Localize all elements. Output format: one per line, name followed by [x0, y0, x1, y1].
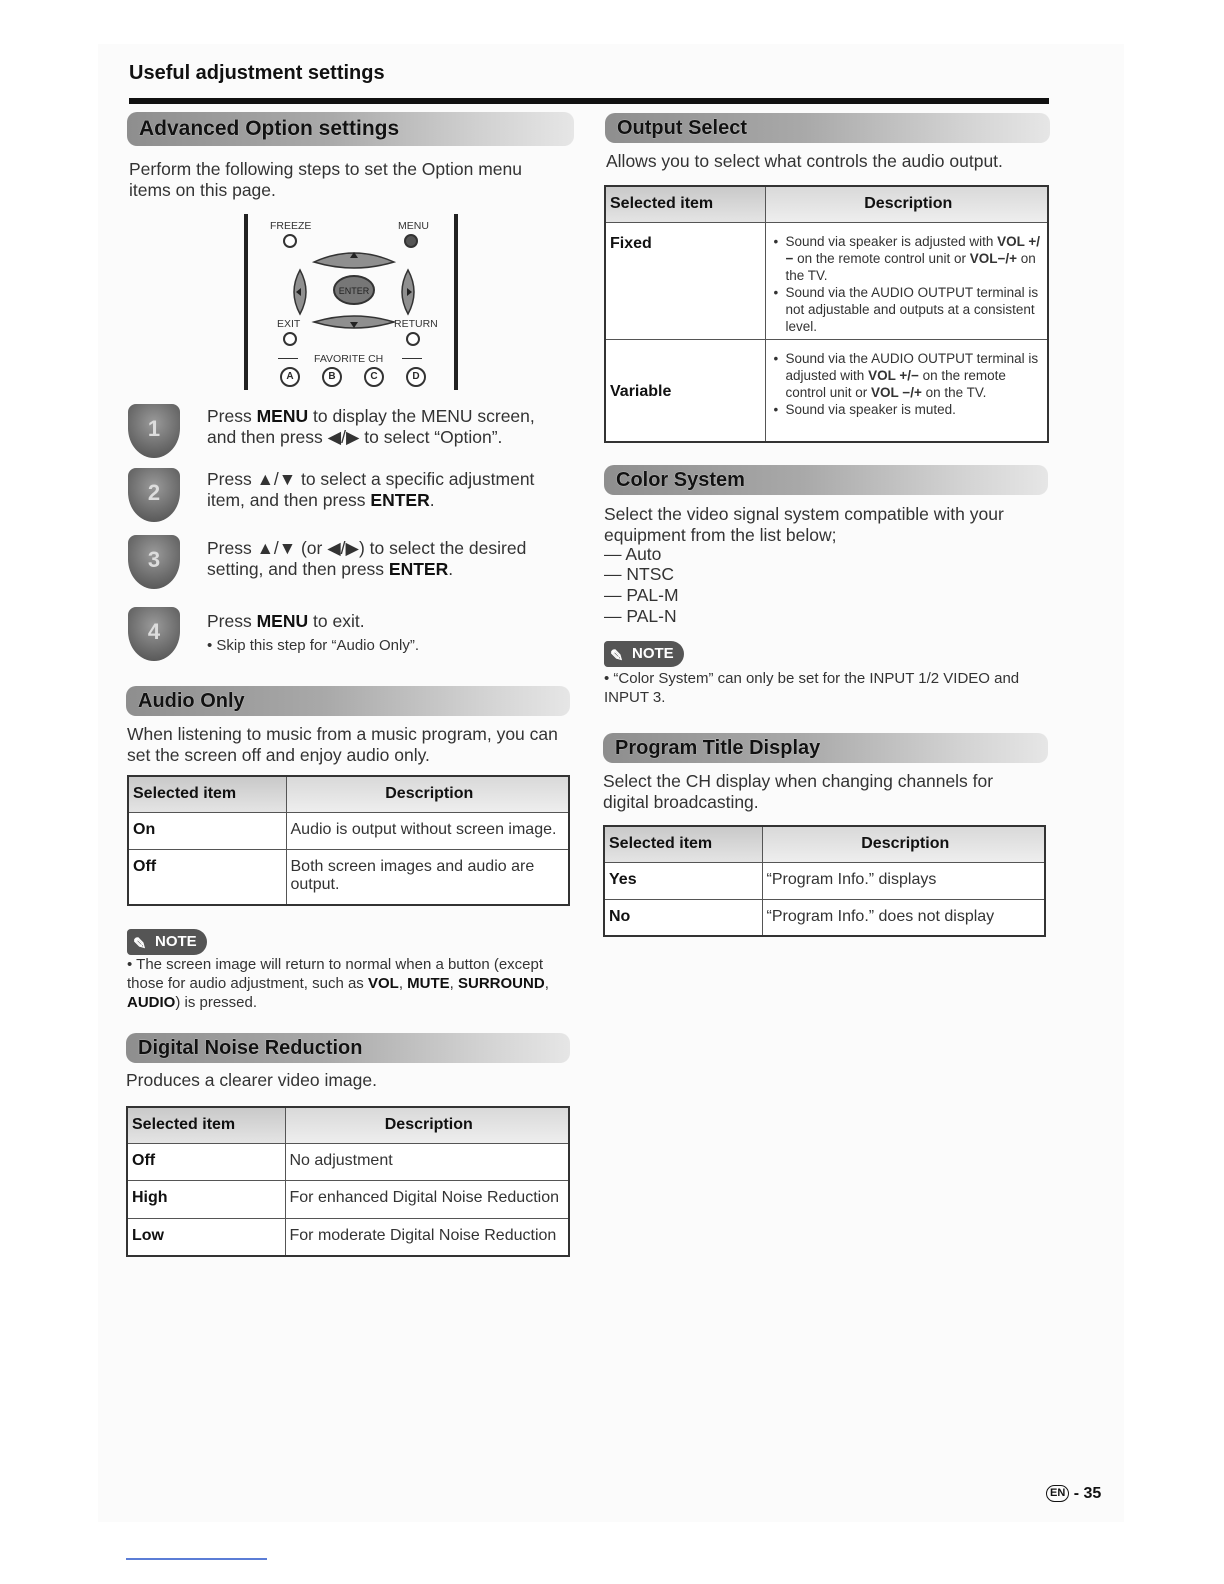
table-cell-description — [765, 339, 1048, 442]
section-bar-dnr: Digital Noise Reduction — [126, 1033, 570, 1063]
step-1-text: Press MENU to display the MENU screen, and then press ◀/▶ to select “Option”. — [207, 406, 535, 447]
column-header-description: Description — [765, 186, 1048, 222]
return-label: RETURN — [394, 318, 438, 330]
table-cell-description: “Program Info.” does not display — [762, 899, 1045, 936]
column-header-item: Selected item — [604, 826, 762, 862]
step-badge-3: 3 — [128, 535, 180, 589]
svg-text:ENTER: ENTER — [338, 286, 370, 296]
bottom-link-rule — [126, 1558, 267, 1560]
page-number: EN - 35 — [1046, 1485, 1101, 1503]
advanced-intro: Perform the following steps to set the Option menu items on this page. — [129, 159, 522, 200]
output-select-table — [604, 185, 1049, 443]
remote-left-rail — [244, 214, 248, 390]
color-system-option: — NTSC — [604, 564, 674, 584]
table-cell-item: Off — [127, 1143, 285, 1180]
language-badge: EN — [1046, 1485, 1069, 1502]
button-c: C — [364, 367, 384, 387]
step-4-text: Press MENU to exit. — [207, 611, 365, 631]
note-badge-color: ✎ NOTE — [604, 641, 684, 667]
audio-only-table — [127, 775, 570, 906]
column-header-item: Selected item — [128, 776, 286, 812]
column-header-description: Description — [285, 1107, 569, 1143]
exit-button — [283, 332, 297, 346]
program-title-intro: Select the CH display when changing channels for digital broadcasting. — [603, 771, 994, 812]
menu-label: MENU — [398, 220, 429, 232]
freeze-label: FREEZE — [270, 220, 312, 232]
table-cell-item: Low — [127, 1218, 285, 1256]
step-badge-4: 4 — [128, 607, 180, 661]
step-2-text: Press ▲/▼ to select a specific adjustment item, and then press ENTER. — [207, 469, 535, 510]
page-title: Useful adjustment settings — [129, 62, 385, 84]
audio-only-intro: When listening to music from a music program, you can set the screen off and enjoy audio only. — [127, 724, 558, 765]
remote-diagram — [244, 214, 458, 390]
favorite-ch-label: FAVORITE CH — [314, 353, 384, 365]
exit-label: EXIT — [277, 318, 301, 330]
audio-only-note: • The screen image will return to normal when a button (except those for audio adjustment, such as VOL, MUTE, SURROUND, AUDIO) is pressed. — [127, 956, 549, 1011]
dnr-table — [126, 1106, 570, 1257]
table-cell-description: No adjustment — [285, 1143, 569, 1180]
column-header-description: Description — [762, 826, 1045, 862]
output-select-intro: Allows you to select what controls the audio output. — [606, 151, 1003, 171]
table-cell-description — [765, 222, 1048, 339]
dnr-intro: Produces a clearer video image. — [126, 1070, 377, 1090]
section-bar-advanced: Advanced Option settings — [127, 112, 574, 146]
table-cell-description: For moderate Digital Noise Reduction — [285, 1218, 569, 1256]
color-system-option: — PAL-M — [604, 585, 679, 605]
button-a: A — [280, 367, 300, 387]
button-b: B — [322, 367, 342, 387]
section-bar-audio-only: Audio Only — [126, 686, 570, 716]
table-cell-description: For enhanced Digital Noise Reduction — [285, 1180, 569, 1218]
table-cell-item: No — [604, 899, 762, 936]
section-bar-color-system: Color System — [604, 465, 1048, 495]
header-rule — [129, 98, 1049, 104]
pencil-icon: ✎ — [133, 936, 147, 953]
color-system-note: • “Color System” can only be set for the INPUT 1/2 VIDEO and INPUT 3. — [604, 670, 1020, 706]
table-cell-item: Fixed — [605, 222, 765, 339]
button-d: D — [406, 367, 426, 387]
pencil-icon: ✎ — [610, 648, 624, 665]
remote-right-rail — [454, 214, 458, 390]
list-item: • Sound via the AUDIO OUTPUT terminal is adjusted with VOL +/− on the remote control unit or VOL −/+ on the TV. — [774, 350, 1044, 401]
table-cell-item: Off — [128, 849, 286, 905]
section-bar-output-select: Output Select — [605, 113, 1050, 143]
step-4-note: • Skip this step for “Audio Only”. — [207, 637, 420, 654]
column-header-description: Description — [286, 776, 569, 812]
color-system-option: — PAL-N — [604, 606, 677, 626]
table-cell-item: Yes — [604, 862, 762, 899]
step-badge-1: 1 — [128, 404, 180, 458]
favorite-rule-right — [402, 358, 422, 359]
table-cell-description: Both screen images and audio are output. — [286, 849, 569, 905]
step-3-text: Press ▲/▼ (or ◀/▶) to select the desired setting, and then press ENTER. — [207, 538, 527, 579]
list-item: • Sound via speaker is muted. — [774, 401, 1044, 418]
table-cell-item: Variable — [605, 339, 765, 442]
list-item: • Sound via speaker is adjusted with VOL +/− on the remote control unit or VOL−/+ on the TV. — [774, 233, 1044, 284]
list-item: • Sound via the AUDIO OUTPUT terminal is not adjustable and outputs at a consistent level. — [774, 284, 1044, 335]
favorite-rule-left — [278, 358, 298, 359]
column-header-item: Selected item — [605, 186, 765, 222]
table-cell-item: On — [128, 812, 286, 849]
color-system-intro: Select the video signal system compatible with your equipment from the list below; — [604, 504, 1004, 545]
return-button — [406, 332, 420, 346]
program-title-table — [603, 825, 1046, 937]
table-cell-description: Audio is output without screen image. — [286, 812, 569, 849]
table-cell-description: “Program Info.” displays — [762, 862, 1045, 899]
color-system-option: — Auto — [604, 544, 662, 564]
step-badge-2: 2 — [128, 468, 180, 522]
section-bar-program-title: Program Title Display — [603, 733, 1048, 763]
note-badge-audio: ✎ NOTE — [127, 929, 207, 955]
table-cell-item: High — [127, 1180, 285, 1218]
column-header-item: Selected item — [127, 1107, 285, 1143]
